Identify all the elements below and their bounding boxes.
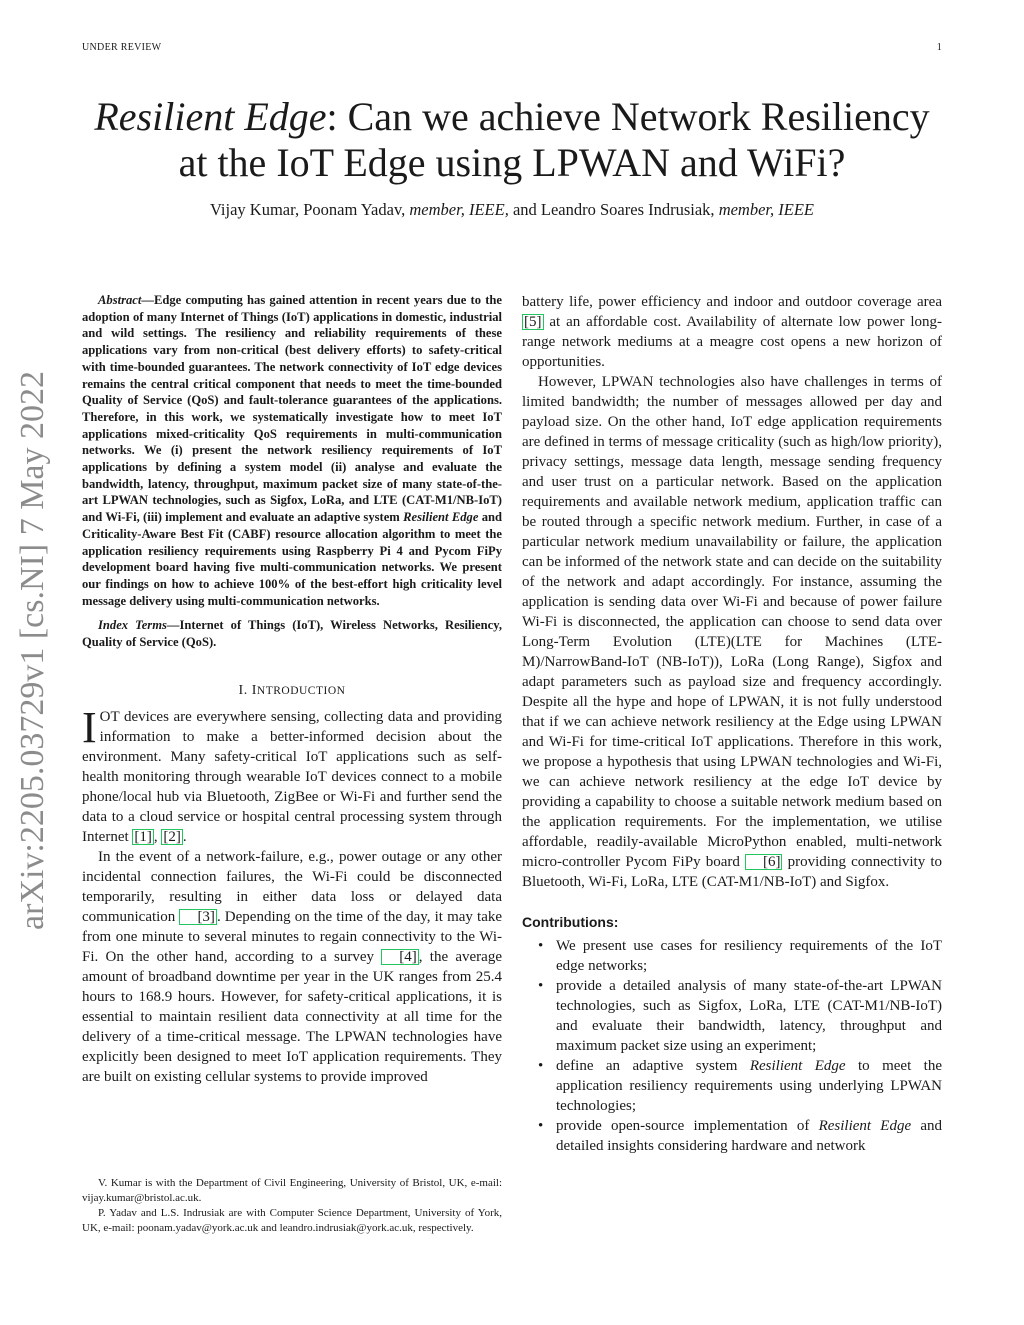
title-line2: at the IoT Edge using LPWAN and WiFi? bbox=[178, 140, 846, 185]
contribution-3-text-a: define an adaptive system bbox=[556, 1058, 750, 1074]
index-terms-label: Index Terms bbox=[98, 618, 167, 633]
contributions-list bbox=[522, 936, 942, 1156]
left-column bbox=[82, 292, 502, 1087]
footnote-1: V. Kumar is with the Department of Civil Engineering, University of Bristol, UK, e-mail: vijay.kumar@bristol.ac.uk. bbox=[82, 1177, 502, 1204]
right-column bbox=[522, 292, 942, 1156]
author-footnotes bbox=[82, 1176, 502, 1236]
authors-part1: Vijay Kumar, Poonam Yadav, bbox=[210, 200, 410, 219]
citation-link-4[interactable]: [4] bbox=[381, 949, 419, 965]
contribution-4-text-b: and detailed insights considering hardware and network bbox=[556, 1118, 942, 1154]
citation-separator: , bbox=[153, 828, 162, 845]
citation-link-6[interactable]: [6] bbox=[745, 854, 783, 870]
section-number: I. bbox=[238, 682, 252, 698]
intro-paragraph-2 bbox=[82, 847, 502, 1087]
right-p2-text-a: However, LPWAN technologies also have challenges in terms of limited bandwidth; the number of messages allowed per day and payload size. On the other hand, IoT edge application requirements are defined in terms of message criticality (such as high/low priority), privacy settings, message data length, message sending frequency and user trust on a particular network. Based on the application requirements and available network medium, application traffic can be routed through a specific network medium. Further, in case of a particular network medium unavailability or failure, the application can be informed of the network state and can decide on the suitability of the network and adapt accordingly. For instance, assuming the application is sending data over Wi-Fi and because of power failure Wi-Fi is disconnected, the application can choose to send data over Long-Term Evolution (LTE)(LTE for Machines (LTE-M)/NarrowBand-IoT (NB-IoT)), LoRa (Long Range), Sigfox and adapt parameters such as payload size and frequency accordingly. Despite all the hype and hope of LPWAN, it is not fully understood that if we can achieve network resiliency at the Edge using LPWAN and Wi-Fi for time-critical IoT applications. Therefore in this work, we propose a hypothesis that using LPWAN technologies and Wi-Fi, we can achieve network resiliency at the edge IoT device by providing a capability to choose a suitable network medium based on the application requirements. For the implementation, we utilise affordable, readily-available MicroPython enabled, multi-network micro-controller Pycom FiPy board bbox=[522, 374, 942, 870]
abstract-label: Abstract bbox=[98, 293, 142, 307]
right-p1-text-b: at an affordable cost. Availability of alternate low power long-range network mediums at a meagre cost opens a new horizon of opportunities. bbox=[522, 314, 942, 370]
intro-p1-end: . bbox=[182, 828, 187, 845]
contribution-4-text-a: provide open-source implementation of bbox=[556, 1118, 819, 1134]
abstract-italic-term: Resilient Edge bbox=[403, 510, 479, 525]
title-italic-part: Resilient Edge bbox=[94, 94, 327, 139]
intro-p2-text-b: . Depending on the time of the day, it may take from one minute to several minutes to regain connectivity to the Wi-Fi. On the other hand, according to a survey bbox=[82, 908, 503, 965]
intro-p1-text: OT devices are everywhere sensing, collecting data and providing information to make a better-informed decision about the environment. Many safety-critical IoT applications such as self-health monitoring through wearable IoT devices connect to a mobile phone/local hub via Bluetooth, ZigBee or Wi-Fi and further send the data to a cloud service or hospital central processing system through Internet bbox=[82, 708, 502, 845]
running-head-label: UNDER REVIEW bbox=[82, 42, 162, 53]
citation-link-5[interactable]: [5] bbox=[524, 314, 542, 330]
drop-cap: I bbox=[82, 702, 97, 752]
title-line1-rest: : Can we achieve Network Resiliency bbox=[326, 94, 930, 139]
index-terms bbox=[82, 617, 502, 650]
intro-p2-text-c: , the average amount of broadband downtime per year in the UK ranges from 25.4 hours to 168.9 hours. However, for safety-critical applications, it is essential to maintain resilient data connectivity at all time for the delivery of a time-critical message. The LPWAN technologies have explicitly been designed to meet IoT application requirements. They are built on existing cellular systems to provide improved bbox=[82, 948, 502, 1085]
citation-link-2[interactable]: [2] bbox=[163, 828, 181, 845]
authors-member2: member, IEEE bbox=[718, 200, 814, 219]
footnote-2: P. Yadav and L.S. Indrusiak are with Computer Science Department, University of York, UK, e-mail: poonam.yadav@york.ac.uk and leandro.indrusiak@york.ac.uk, respectively. bbox=[82, 1207, 502, 1234]
section-heading-introduction bbox=[82, 681, 502, 701]
section-title-rest: NTRODUCTION bbox=[256, 684, 346, 697]
contributions-heading: Contributions: bbox=[522, 914, 619, 930]
citation-link-3[interactable]: [3] bbox=[179, 909, 217, 925]
intro-p2-text-a: In the event of a network-failure, e.g., power outage or any other incidental connection failures, the Wi-Fi could be disconnected temporarily, resulting in either data loss or delayed data communication bbox=[82, 848, 502, 925]
citation-link-1[interactable]: [1] bbox=[134, 828, 152, 845]
abstract-text: —Edge computing has gained attention in recent years due to the adoption of many Internet of Things (IoT) applications in domestic, industrial and wild settings. The resiliency and reliability requirements of these applications vary from non-critical (best delivery efforts) to safety-critical with time-bounded guarantees. The network connectivity of IoT edge devices remains the central critical component that needs to meet the time-bounded Quality of Service (QoS) and fault-tolerance guarantees of the applications. Therefore, in this work, we systematically investigate how to meet IoT applications mixed-criticality QoS requirements in multi-communication networks. We (i) present the network resiliency requirements of IoT applications by defining a system model (ii) analyse and evaluate the bandwidth, latency, throughput, maximum packet size of many state-of-the-art LPWAN technologies, such as Sigfox, LoRa, and LTE (CAT-M1/NB-IoT) and Wi-Fi, (iii) implement and evaluate an adaptive system bbox=[82, 293, 502, 525]
running-head bbox=[82, 42, 942, 56]
contribution-3-text-b: to meet the application resiliency requirements using underlying LPWAN technologies; bbox=[556, 1058, 942, 1114]
index-terms-text: —Internet of Things (IoT), Wireless Networks, Resiliency, Quality of Service (QoS). bbox=[82, 618, 502, 650]
author-list bbox=[60, 200, 964, 220]
intro-paragraph-1 bbox=[82, 702, 502, 847]
right-p1-text-a: battery life, power efficiency and indoor and outdoor coverage area bbox=[522, 294, 942, 310]
right-paragraph-1 bbox=[522, 292, 942, 372]
abstract bbox=[82, 292, 502, 609]
paper-title bbox=[60, 94, 964, 186]
contribution-item: • We present use cases for resiliency requirements of the IoT edge networks; bbox=[522, 936, 942, 976]
authors-member1: member, IEEE, bbox=[409, 200, 509, 219]
right-p2-text-b: providing connectivity to Bluetooth, Wi-Fi, LoRa, LTE (CAT-M1/NB-IoT) and Sigfox. bbox=[522, 854, 943, 890]
right-paragraph-2 bbox=[522, 372, 942, 892]
abstract-text-end: and Criticality-Aware Best Fit (CABF) resource allocation algorithm to meet the application resiliency requirements using Raspberry Pi 4 and Pycom FiPy development board having five multi-communication networks. We present our findings on how to achieve 100% of the best-effort high criticality level message delivery using multi-communication networks. bbox=[82, 510, 502, 608]
section-title-first-letter: I bbox=[251, 682, 257, 698]
contribution-item bbox=[522, 1056, 942, 1116]
contribution-4-italic: Resilient Edge bbox=[818, 1118, 912, 1134]
authors-part2: and Leandro Soares Indrusiak, bbox=[508, 200, 719, 219]
contribution-item: • provide a detailed analysis of many state-of-the-art LPWAN technologies, such as Sigfox, LoRa, LTE (CAT-M1/NB-IoT) and evaluate their bandwidth, latency, throughput and maximum packet size using an experiment; bbox=[522, 976, 942, 1056]
arxiv-identifier-stamp: arXiv:2205.03729v1 [cs.NI] 7 May 2022 bbox=[14, 370, 51, 930]
page-number: 1 bbox=[936, 42, 942, 53]
contribution-3-italic: Resilient Edge bbox=[749, 1058, 846, 1074]
contribution-item bbox=[522, 1116, 942, 1156]
